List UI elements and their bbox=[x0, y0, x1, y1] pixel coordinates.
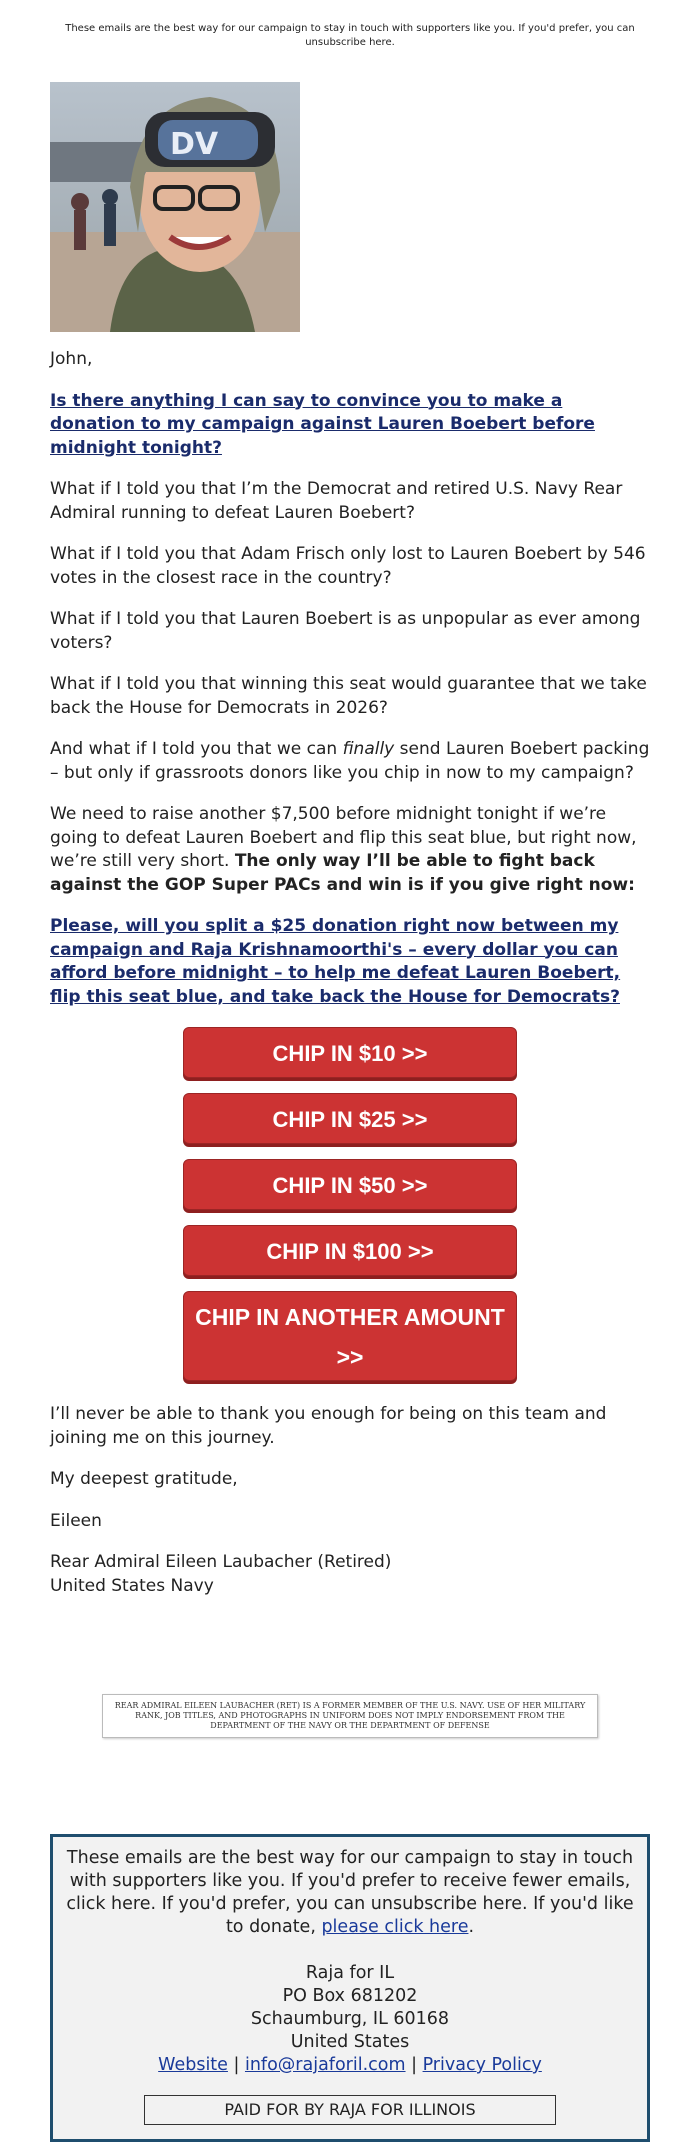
email-link[interactable]: info@rajaforil.com bbox=[244, 2055, 406, 2075]
chip-in-10-button[interactable]: CHIP IN $10 >> bbox=[183, 1027, 517, 1078]
chip-in-100-button[interactable]: CHIP IN $100 >> bbox=[183, 1225, 517, 1276]
privacy-policy-link[interactable]: Privacy Policy bbox=[422, 2055, 542, 2075]
raise-paragraph: We need to raise another $7,500 before midnight tonight if we’re going to defeat Lauren Boebert and flip this seat blue, but right now, we’re still very short. The only way I’ll be able to fight back against the GOP Super PACs and win is if you give right now: bbox=[50, 804, 637, 895]
email-body bbox=[50, 348, 650, 1598]
website-link[interactable]: Website bbox=[158, 2055, 228, 2075]
closing: My deepest gratitude, bbox=[50, 1469, 238, 1489]
finally-paragraph: And what if I told you that we can finally send Lauren Boebert packing – but only if grassroots donors like you chip in now to my campaign? bbox=[50, 739, 650, 783]
svg-text:DV: DV bbox=[170, 127, 219, 162]
footer-links: Website | info@rajaforil.com | Privacy Policy bbox=[158, 2055, 542, 2075]
donate-link[interactable]: please click here bbox=[321, 1917, 469, 1937]
body-paragraph: What if I told you that winning this seat would guarantee that we take back the House for Democrats in 2026? bbox=[50, 674, 647, 718]
paid-for-box: PAID FOR BY RAJA FOR ILLINOIS bbox=[144, 2095, 556, 2125]
greeting: John, bbox=[50, 349, 93, 369]
military-disclaimer: REAR ADMIRAL EILEEN LAUBACHER (RET) IS A FORMER MEMBER OF THE U.S. NAVY. USE OF HER MILITARY RANK, JOB TITLES, AND PHOTOGRAPHS IN UNIFORM DOES NOT IMPLY ENDORSEMENT FROM THE DEPARTMENT OF THE NAVY OR THE DEPARTMENT OF DEFENSE bbox=[102, 1694, 598, 1738]
donation-question-link[interactable]: Is there anything I can say to convince you to make a donation to my campaign against Lauren Boebert before midnight tonight? bbox=[50, 390, 595, 458]
donation-buttons bbox=[50, 1027, 650, 1381]
body-paragraph: What if I told you that Adam Frisch only lost to Lauren Boebert by 546 votes in the closest race in the country? bbox=[50, 544, 646, 588]
chip-in-50-button[interactable]: CHIP IN $50 >> bbox=[183, 1159, 517, 1210]
footer bbox=[50, 1834, 650, 2142]
chip-in-25-button[interactable]: CHIP IN $25 >> bbox=[183, 1093, 517, 1144]
footer-address: Raja for IL PO Box 681202 Schaumburg, IL 60168 United States bbox=[250, 1963, 450, 2052]
donation-ask-link[interactable]: Please, will you split a $25 donation right now between my campaign and Raja Krishnamoorthi's – every dollar you can afford before midnight – to help me defeat Lauren Boebert, flip this seat blue, and take back the House for Democrats? bbox=[50, 916, 621, 1007]
chip-in-other-amount-button[interactable]: CHIP IN ANOTHER AMOUNT >> bbox=[183, 1291, 517, 1381]
body-paragraph: What if I told you that I’m the Democrat and retired U.S. Navy Rear Admiral running to defeat Lauren Boebert? bbox=[50, 479, 623, 523]
signer-title: Rear Admiral Eileen Laubacher (Retired) United States Navy bbox=[50, 1552, 392, 1596]
body-paragraph: What if I told you that Lauren Boebert is as unpopular as ever among voters? bbox=[50, 609, 641, 653]
preheader-text: These emails are the best way for our campaign to stay in touch with supporters like you. If you'd prefer, you can unsubscribe here. bbox=[65, 23, 635, 48]
footer-text: These emails are the best way for our campaign to stay in touch with supporters like you. If you'd prefer to receive fewer emails, click here. If you'd prefer, you can unsubscribe here. If you'd like to donate, please click here. bbox=[66, 1848, 634, 1937]
thanks-paragraph: I’ll never be able to thank you enough for being on this team and joining me on this journey. bbox=[50, 1404, 607, 1448]
signature: Eileen bbox=[50, 1510, 102, 1531]
candidate-photo bbox=[50, 82, 300, 332]
